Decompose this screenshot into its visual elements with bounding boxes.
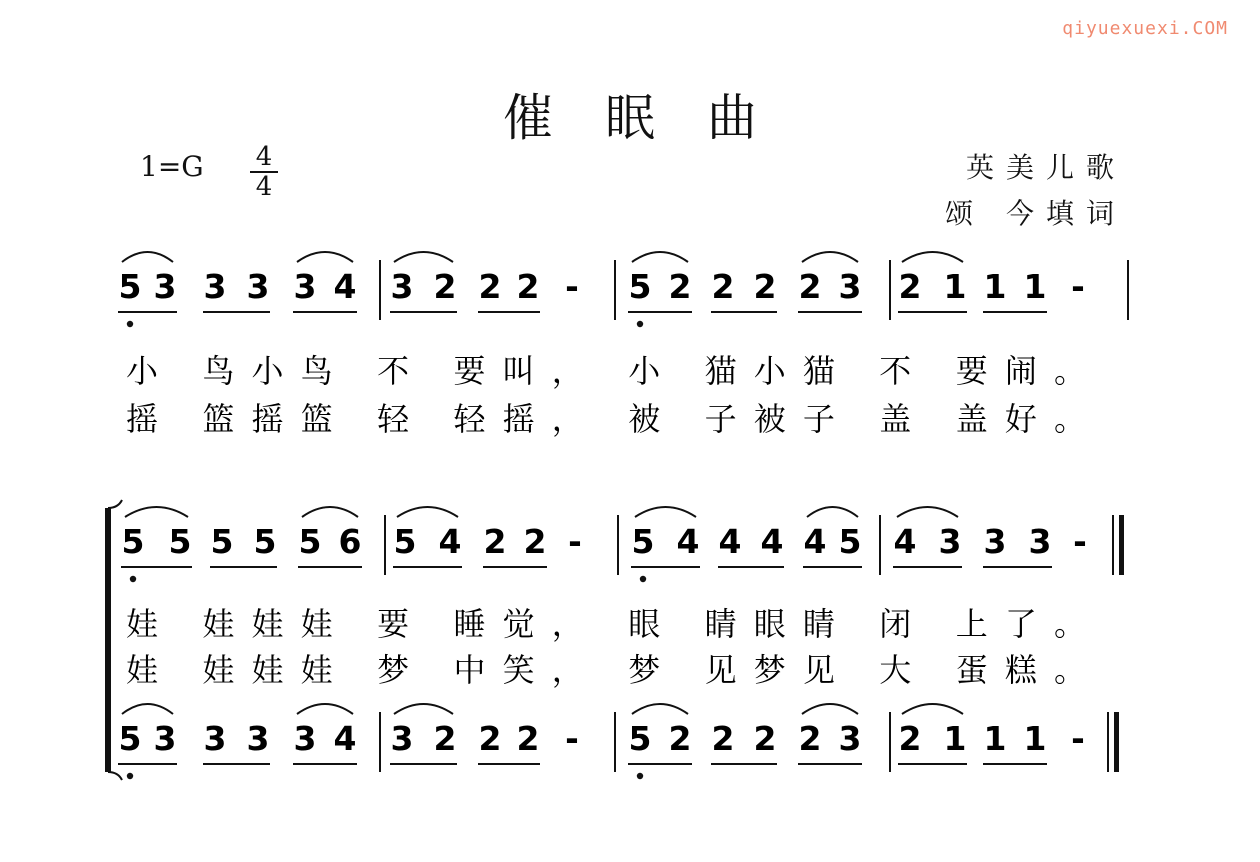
note-number: 3 xyxy=(246,267,270,306)
note-number: 4 xyxy=(718,522,742,561)
note-number: 5 xyxy=(628,719,652,758)
note-number: 2 xyxy=(711,267,735,306)
lyrics-credit: 颂 今填词 xyxy=(945,197,1126,230)
note-number: 1 xyxy=(983,719,1007,758)
note-number: 1 xyxy=(943,267,967,306)
note-number: 5 xyxy=(298,522,322,561)
final-barline-thick xyxy=(1119,515,1124,575)
slur-arc xyxy=(297,252,353,262)
note-dash: - xyxy=(1071,267,1085,306)
note-number: 2 xyxy=(898,719,922,758)
time-signature-top: 4 xyxy=(255,142,273,172)
note-dash: - xyxy=(1073,522,1087,561)
slur-arc xyxy=(122,252,173,262)
note-number: 3 xyxy=(153,267,177,306)
note-number: 5 xyxy=(631,522,655,561)
note-number: 2 xyxy=(516,267,540,306)
slur-arc xyxy=(302,507,358,517)
note-number: 2 xyxy=(668,719,692,758)
low-octave-dot xyxy=(130,576,136,582)
note-number: 3 xyxy=(153,719,177,758)
note-number: 1 xyxy=(943,719,967,758)
note-number: 2 xyxy=(478,719,502,758)
low-octave-dot xyxy=(637,321,643,327)
slur-arc xyxy=(394,704,453,714)
note-number: 1 xyxy=(983,267,1007,306)
lyric-line: 小 鸟小鸟 不 要叫， 小 猫小猫 不 要闹。 xyxy=(126,352,1086,390)
slur-arc xyxy=(297,704,353,714)
note-number: 4 xyxy=(676,522,700,561)
note-number: 5 xyxy=(628,267,652,306)
note-number: 2 xyxy=(898,267,922,306)
note-number: 5 xyxy=(838,522,862,561)
note-number: 3 xyxy=(938,522,962,561)
note-number: 1 xyxy=(1023,719,1047,758)
note-number: 3 xyxy=(838,719,862,758)
note-dash: - xyxy=(565,719,579,758)
note-number: 5 xyxy=(118,267,142,306)
note-number: 2 xyxy=(753,719,777,758)
note-number: 2 xyxy=(668,267,692,306)
low-octave-dot xyxy=(127,321,133,327)
key-signature: 1=G xyxy=(140,150,204,183)
note-number: 5 xyxy=(253,522,277,561)
note-number: 4 xyxy=(760,522,784,561)
note-number: 2 xyxy=(798,267,822,306)
note-number: 3 xyxy=(390,267,414,306)
note-number: 4 xyxy=(333,719,357,758)
low-octave-dot xyxy=(127,773,133,779)
note-number: 2 xyxy=(478,267,502,306)
lyric-line: 摇 篮摇篮 轻 轻摇， 被 子被子 盖 盖好。 xyxy=(126,400,1086,438)
final-barline-thick xyxy=(1114,712,1119,772)
slur-arc xyxy=(394,252,453,262)
note-number: 3 xyxy=(1028,522,1052,561)
note-number: 2 xyxy=(798,719,822,758)
note-number: 3 xyxy=(983,522,1007,561)
slur-arc xyxy=(902,704,963,714)
slur-arc xyxy=(635,507,696,517)
system-bracket-top-hook xyxy=(108,500,122,508)
note-number: 3 xyxy=(838,267,862,306)
low-octave-dot xyxy=(640,576,646,582)
lyric-line: 娃 娃娃娃 要 睡觉， 眼 睛眼睛 闭 上了。 xyxy=(126,605,1086,643)
note-number: 3 xyxy=(293,719,317,758)
note-dash: - xyxy=(1071,719,1085,758)
note-number: 2 xyxy=(711,719,735,758)
song-title: 催眠曲 xyxy=(503,89,809,147)
note-number: 2 xyxy=(433,719,457,758)
note-number: 4 xyxy=(438,522,462,561)
note-number: 3 xyxy=(390,719,414,758)
note-dash: - xyxy=(568,522,582,561)
slur-arc xyxy=(902,252,963,262)
note-number: 2 xyxy=(516,719,540,758)
slur-arc xyxy=(807,507,858,517)
note-number: 3 xyxy=(246,719,270,758)
note-number: 4 xyxy=(893,522,917,561)
note-number: 2 xyxy=(523,522,547,561)
note-number: 4 xyxy=(803,522,827,561)
slur-arc xyxy=(122,704,173,714)
slur-arc xyxy=(125,507,188,517)
slur-arc xyxy=(397,507,458,517)
music-credit: 英美儿歌 xyxy=(965,151,1126,184)
note-dash: - xyxy=(565,267,579,306)
slur-arc xyxy=(897,507,958,517)
note-number: 5 xyxy=(168,522,192,561)
slur-arc xyxy=(632,704,688,714)
note-number: 5 xyxy=(393,522,417,561)
note-number: 2 xyxy=(433,267,457,306)
note-number: 3 xyxy=(203,719,227,758)
slur-arc xyxy=(802,704,858,714)
note-number: 5 xyxy=(118,719,142,758)
low-octave-dot xyxy=(637,773,643,779)
system-bracket-bottom-hook xyxy=(108,772,122,780)
note-number: 2 xyxy=(753,267,777,306)
lyric-line: 娃 娃娃娃 梦 中笑， 梦 见梦见 大 蛋糕。 xyxy=(126,651,1086,689)
time-signature-bottom: 4 xyxy=(255,172,273,202)
note-number: 4 xyxy=(333,267,357,306)
note-number: 2 xyxy=(483,522,507,561)
slur-arc xyxy=(632,252,688,262)
slur-arc xyxy=(802,252,858,262)
site-watermark: qiyuexuexi.COM xyxy=(1062,18,1228,39)
note-number: 5 xyxy=(210,522,234,561)
note-number: 3 xyxy=(203,267,227,306)
note-number: 5 xyxy=(121,522,145,561)
note-number: 6 xyxy=(338,522,362,561)
note-number: 3 xyxy=(293,267,317,306)
note-number: 1 xyxy=(1023,267,1047,306)
